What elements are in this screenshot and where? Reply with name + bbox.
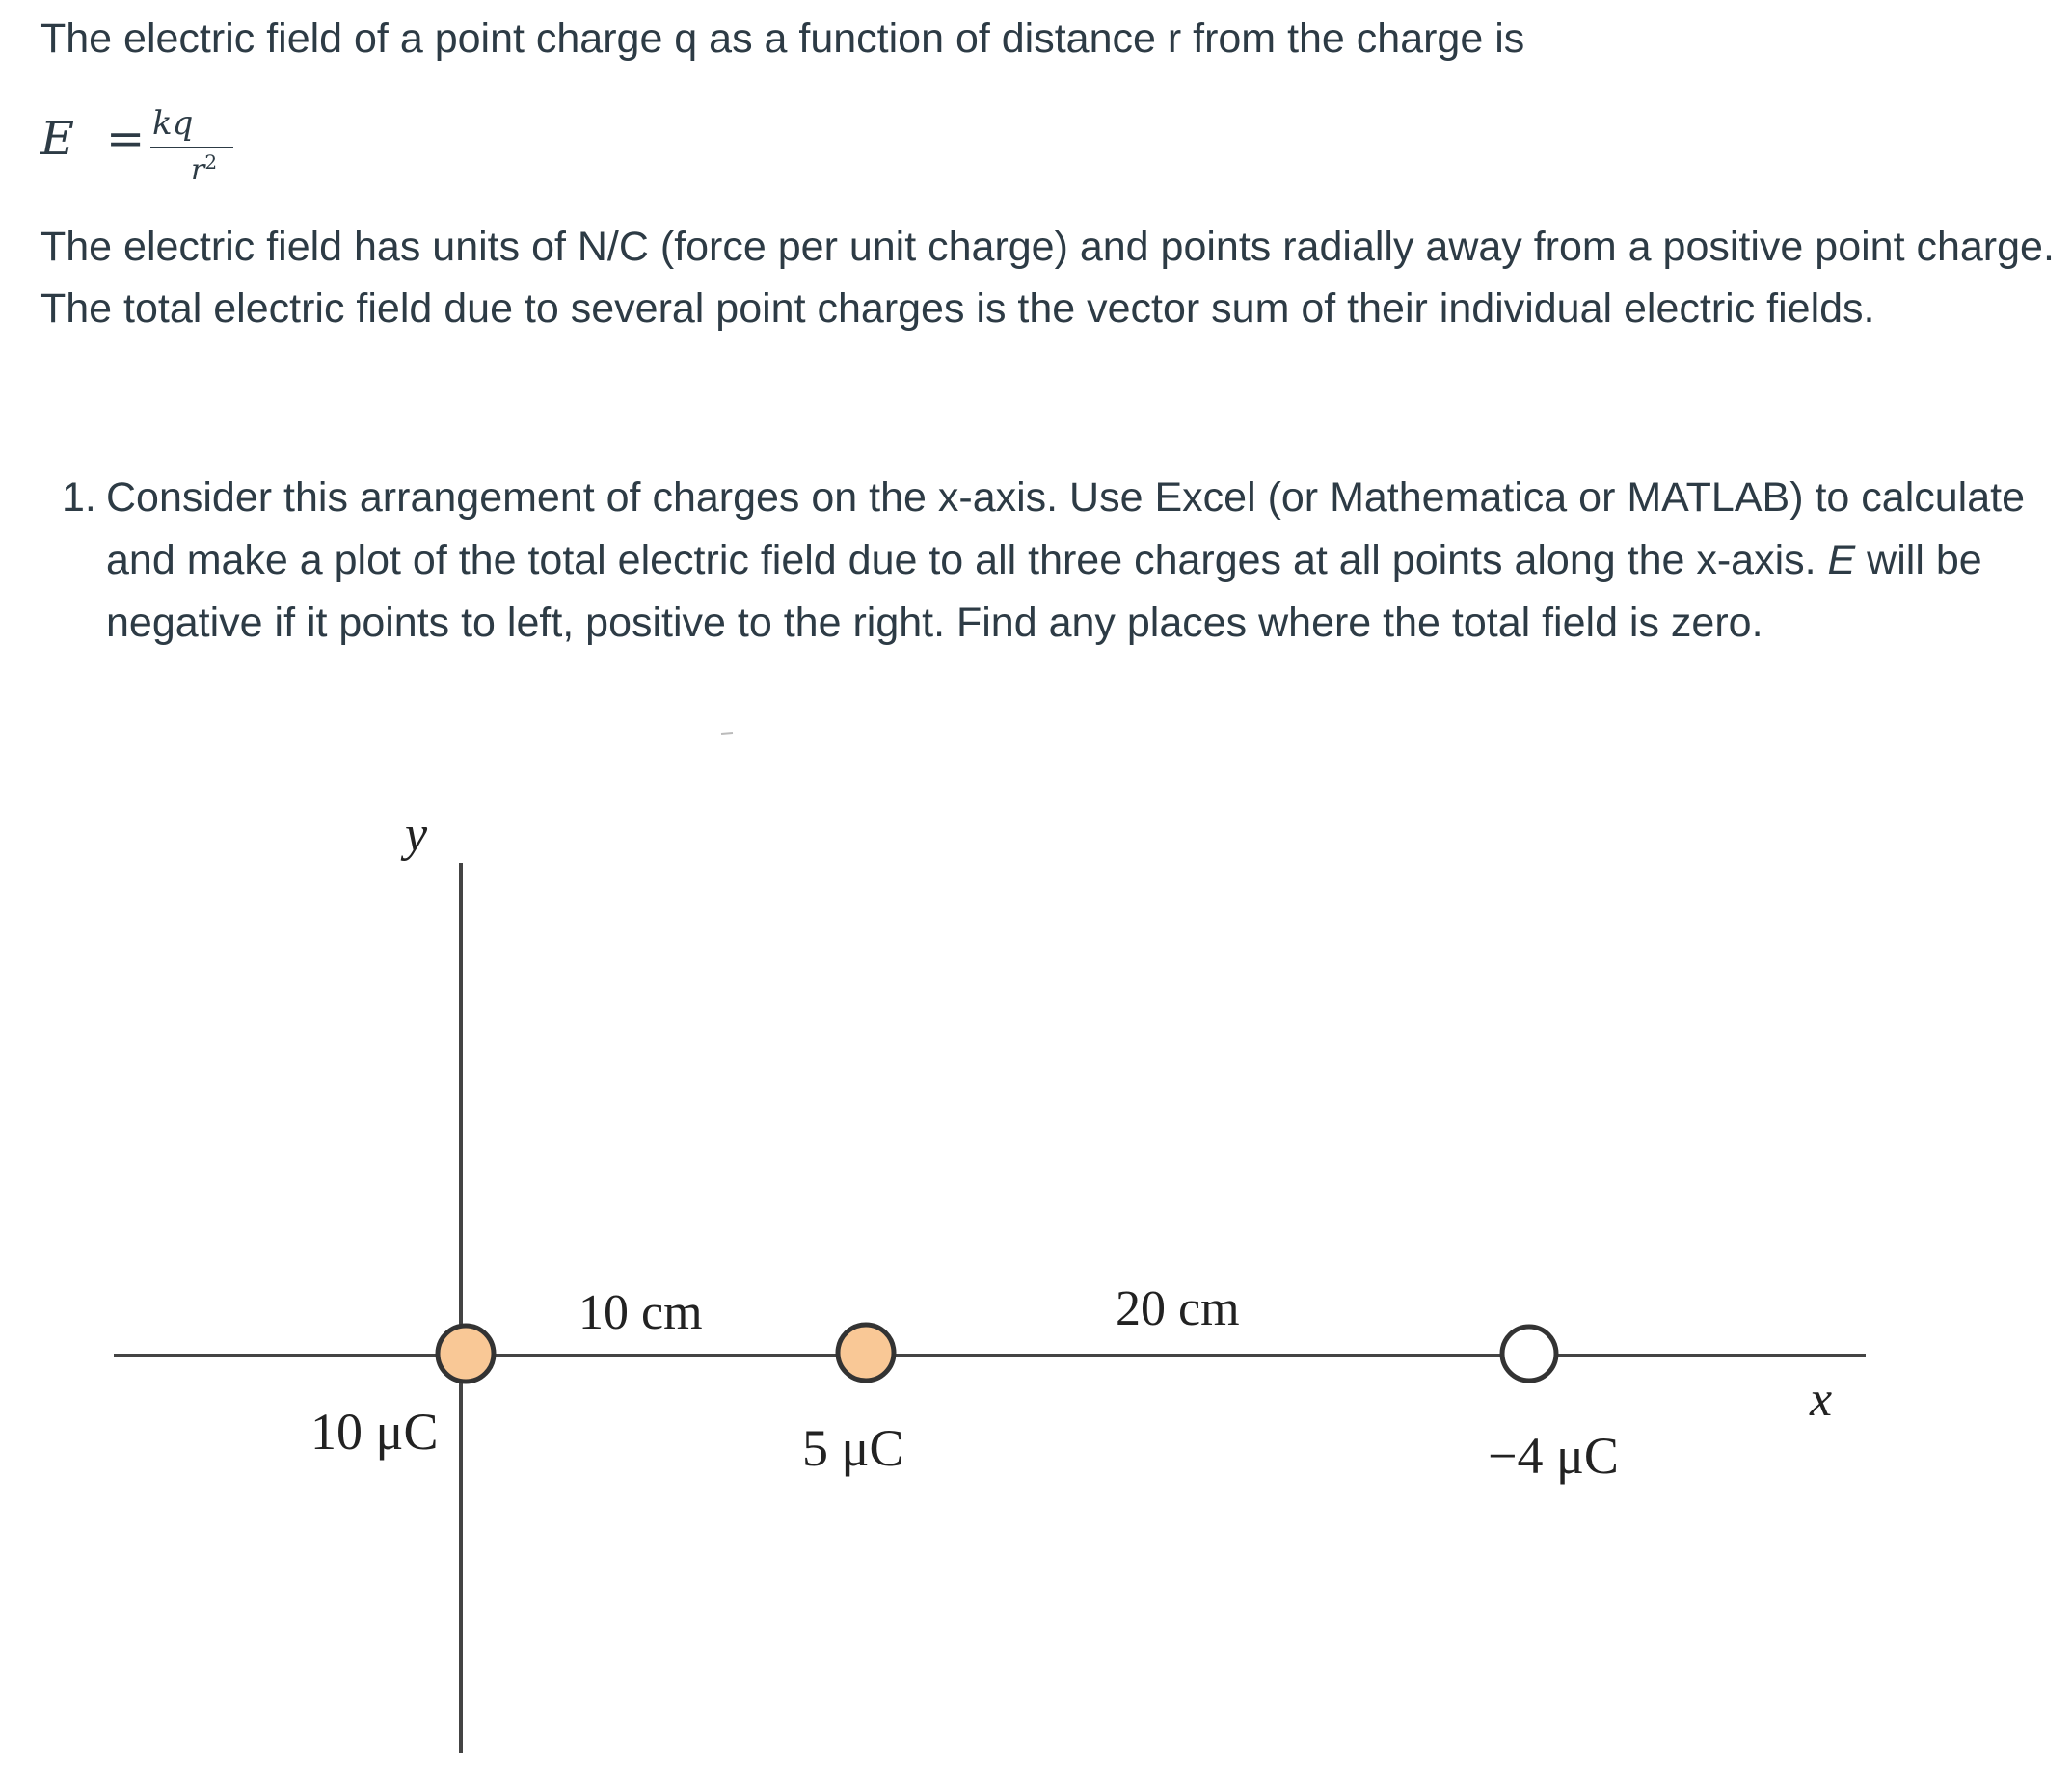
charge-label-neg4uc: −4 μC — [1488, 1427, 1619, 1485]
formula-exponent: 2 — [204, 150, 218, 174]
spacing-label-10cm: 10 cm — [579, 1285, 703, 1340]
intro-text: The electric field of a point charge q as a function of distance r from the charge is — [40, 15, 1525, 62]
y-axis-label: y — [405, 807, 428, 862]
x-axis-label: x — [1810, 1372, 1833, 1427]
charge-10uc — [438, 1326, 494, 1382]
formula-lhs: E — [40, 112, 75, 166]
field-description-line-1: The electric field has units of N/C (force per unit charge) and points radially away from a positive point charge. — [40, 224, 2055, 270]
field-description-line-2: The total electric field due to several point charges is the vector sum of their individual electric fields. — [40, 285, 1875, 332]
charge-neg4uc — [1502, 1327, 1556, 1381]
question-line-1: Consider this arrangement of charges on the x-axis. Use Excel (or Mathematica or MATLAB) to calculate — [106, 474, 2025, 521]
question-line-2: and make a plot of the total electric field due to all three charges at all points along the x-axis. E will be — [106, 537, 1982, 583]
question-number: 1. — [62, 474, 96, 521]
formula-numerator: kq — [152, 104, 194, 143]
charge-label-10uc: 10 μC — [310, 1403, 439, 1461]
spacing-label-20cm: 20 cm — [1116, 1281, 1240, 1336]
charge-5uc — [838, 1325, 894, 1381]
formula-denominator: $r^2$ — [191, 150, 218, 187]
formula-equals: = — [106, 112, 146, 166]
stray-mark — [721, 733, 733, 734]
question-line-3: negative if it points to left, positive to the right. Find any places where the total field is zero. — [106, 600, 1763, 646]
question-variable-e: E — [1827, 537, 1856, 583]
charge-label-5uc: 5 μC — [802, 1419, 904, 1477]
